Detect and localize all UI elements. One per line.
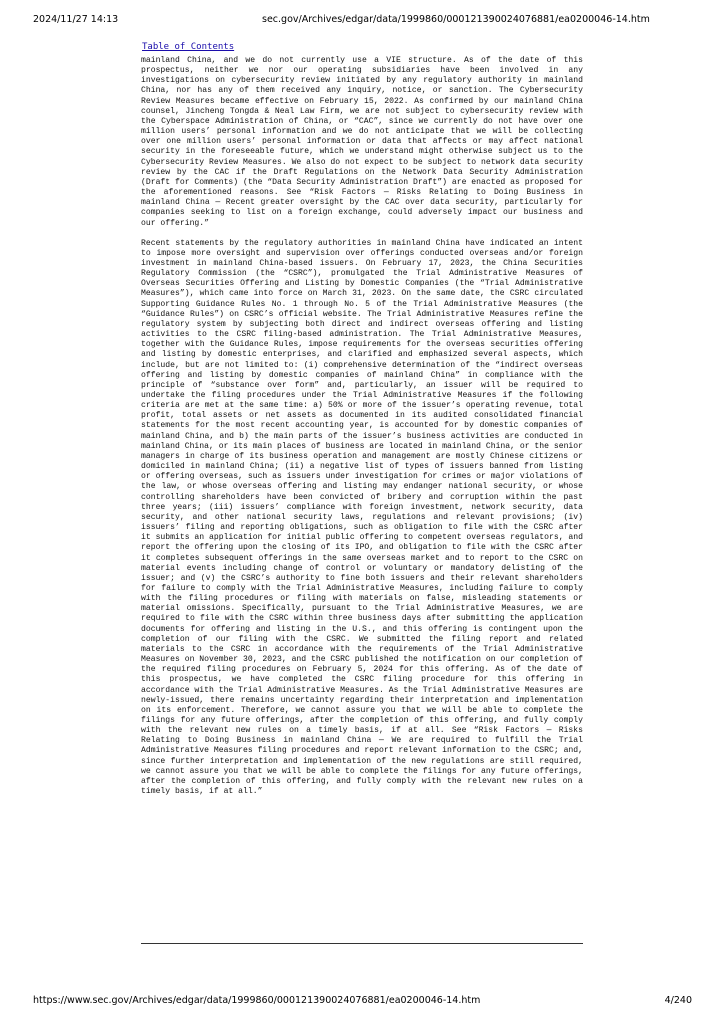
table-of-contents-link[interactable]: Table of Contents <box>142 42 235 52</box>
paragraph-cybersecurity: mainland China, and we do not currently use a VIE structure. As of the date of this prospectus, neither we nor our operating subsidiaries have been involved in any investigations on cybersecurity review initiated by any regulatory authority in mainland China, nor has any of them received any inquiry, notice, or sanction. The Cybersecurity Review Measures became effective on February 15, 2022. As confirmed by our mainland China counsel, Jincheng Tongda & Neal Law Firm, we are not subject to cybersecurity review with the Cyberspace Administration of China, or “CAC”, since we currently do not have over one million users’ personal information and we do not anticipate that we will be collecting over one million users’ personal information or data that affects or may affect national security in the foreseeable future, which we understand might otherwise subject us to the Cybersecurity Review Measures. We also do not expect to be subject to network data security review by the CAC if the Draft Regulations on the Network Data Security Administration (Draft for Comments) (the “Data Security Administration Draft”) are enacted as proposed for the aforementioned reasons. See “Risk Factors — Risks Relating to Doing Business in mainland China — Recent greater oversight by the CAC over data security, particularly for companies seeking to list on a foreign exchange, could adversely impact our business and our offering.” <box>141 56 583 228</box>
print-timestamp: 2024/11/27 14:13 <box>33 14 119 25</box>
page-number: 4/240 <box>664 995 692 1006</box>
document-body <box>141 56 583 807</box>
page-divider <box>141 943 583 944</box>
paragraph-trial-measures: Recent statements by the regulatory authorities in mainland China have indicated an intent to impose more oversight and supervision over offerings conducted overseas and/or foreign investment in mainland China-based issuers. On February 17, 2023, the China Securities Regulatory Commission (the “CSRC”), promulgated the Trial Administrative Measures of Overseas Securities Offering and Listing by Domestic Companies (the “Trial Administrative Measures”), which came into force on March 31, 2023. On the same date, the CSRC circulated Supporting Guidance Rules No. 1 through No. 5 of the Trial Administrative Measures (the “Guidance Rules”) on CSRC’s official website. The Trial Administrative Measures refine the regulatory system by subjecting both direct and indirect overseas offering and listing activities to the CSRC filing-based administration. The Trial Administrative Measures, together with the Guidance Rules, impose requirements for the overseas securities offering and listing by domestic enterprises, and clarified and emphasized several aspects, which include, but are not limited to: (i) comprehensive determination of the “indirect overseas offering and listing by domestic companies of mainland China” in compliance with the principle of “substance over form” and, particularly, an issuer will be required to undertake the filing procedures under the Trial Administrative Measures if the following criteria are met at the same time: a) 50% or more of the issuer’s operating revenue, total profit, total assets or net assets as documented in its audited consolidated financial statements for the most recent accounting year, is accounted for by domestic companies of mainland China, and b) the main parts of the issuer’s business activities are conducted in mainland China, or its main places of business are located in mainland China, or the senior managers in charge of its business operation and management are mostly Chinese citizens or domiciled in mainland China; (ii) a negative list of types of issuers banned from listing or offering overseas, such as issuers under investigation for crimes or major violations of the law, or whose overseas offering and listing may endanger national security, or whose controlling shareholders have been convicted of bribery and corruption within the past three years; (iii) issuers’ compliance with foreign investment, network security, data security, and other national security laws, regulations and relevant provisions; (iv) issuers’ filing and reporting obligations, such as obligation to file with the CSRC after it submits an application for initial public offering to competent overseas regulators, and report the offering upon the closing of its IPO, and obligation to file with the CSRC after it completes subsequent offerings in the same overseas market and to report to the CSRC on material events including change of control or voluntary or mandatory delisting of the issuer; and (v) the CSRC’s authority to fine both issuers and their relevant shareholders for failure to comply with the Trial Administrative Measures, including failure to comply with the filing procedures or filing with materials on false, misleading statements or material omissions. Specifically, pursuant to the Trial Administrative Measures, we are required to file with the CSRC within three business days after submitting the application documents for offering and listing in the U.S., and this offering is contingent upon the completion of our filing with the CSRC. We submitted the filing report and related materials to the CSRC in accordance with the requirements of the Trial Administrative Measures on November 30, 2023, and the CSRC published the notification on our completion of the required filing procedures on February 5, 2024 for this offering. As of the date of this prospectus, we have completed the CSRC filing procedure for this offering in accordance with the Trial Administrative Measures. As the Trial Administrative Measures are newly-issued, there remains uncertainty regarding their interpretation and implementation on its enforcement. Therefore, we cannot assure you that we will be able to complete the filings for any future offerings, after the completion of this offering, and fully comply with the relevant new rules on a timely basis, if at all. See “Risk Factors — Risks Relating to Doing Business in mainland China — We are required to fulfill the Trial Administrative Measures filing procedures and report relevant information to the CSRC; and, since further interpretation and implementation of the new regulations are still required, we cannot assure you that we will be able to complete the filings for any future offerings, after the completion of this offering, and fully comply with the relevant new rules on a timely basis, if at all.” <box>141 238 583 797</box>
page-url-header: sec.gov/Archives/edgar/data/1999860/000121390024076881/ea0200046-14.htm <box>262 14 650 25</box>
footer-url: https://www.sec.gov/Archives/edgar/data/1999860/000121390024076881/ea0200046-14.htm <box>33 995 481 1006</box>
